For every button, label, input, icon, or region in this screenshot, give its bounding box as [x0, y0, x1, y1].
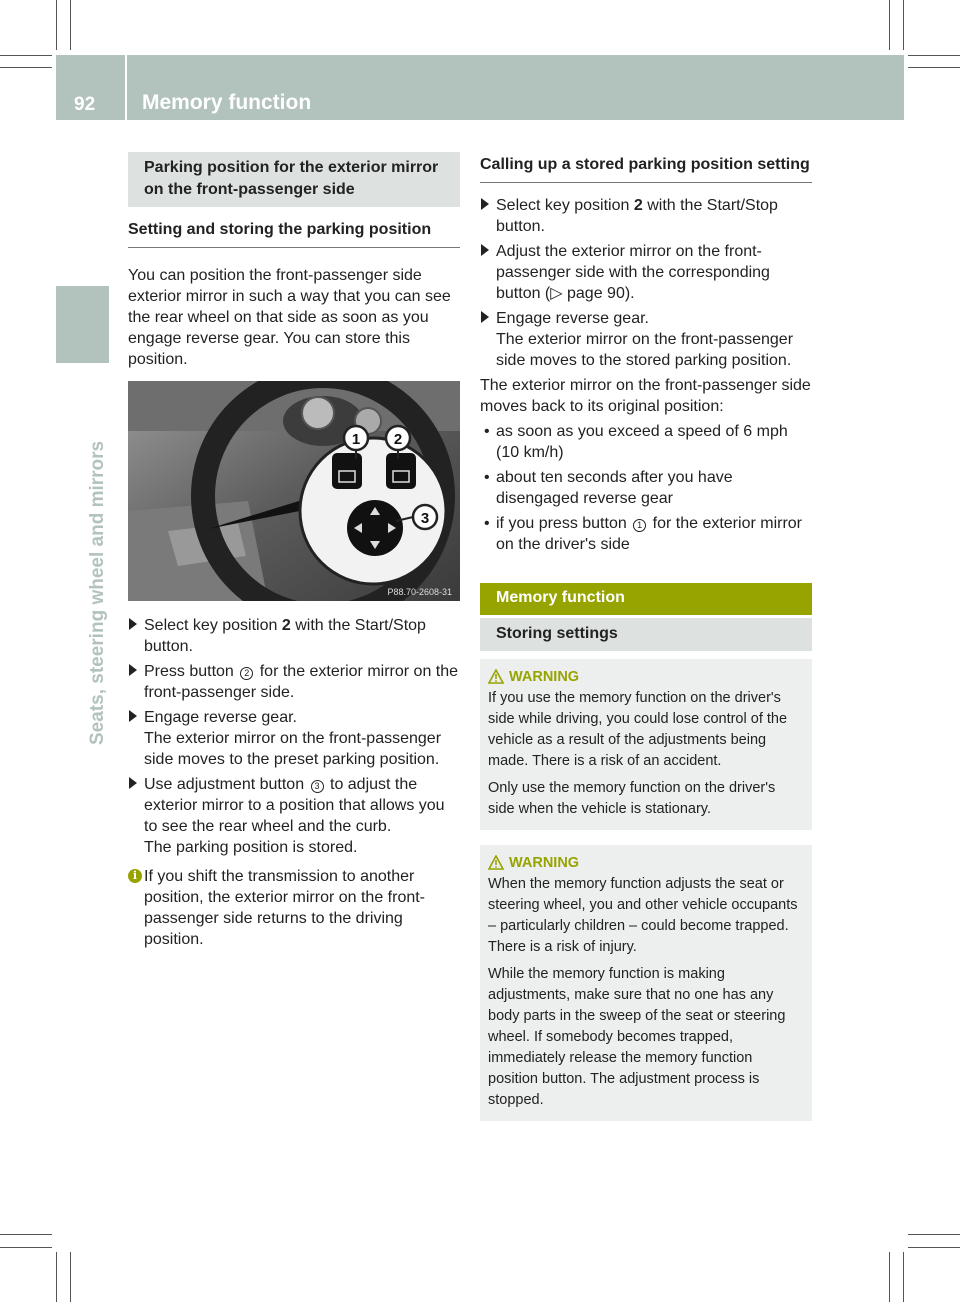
step-item — [480, 241, 812, 304]
warning-box — [480, 659, 812, 830]
step-item — [128, 774, 460, 858]
warning-triangle-icon — [488, 855, 504, 870]
step-text: Press button — [144, 663, 239, 680]
crop-mark — [0, 55, 52, 56]
crop-mark — [903, 1252, 904, 1302]
crop-mark — [56, 1252, 57, 1302]
warning-label: WARNING — [509, 855, 580, 871]
step-item — [480, 308, 812, 371]
step-result: The exterior mirror on the front-passenger side moves to the preset parking position. — [144, 730, 442, 768]
bullet-item: • as soon as you exceed a speed of 6 mph (10 km/h) — [480, 421, 812, 463]
step-item — [128, 661, 460, 703]
subheading: Setting and storing the parking position — [128, 219, 460, 248]
left-steps — [128, 615, 460, 858]
step-text: Select key position — [496, 197, 634, 214]
chapter-title: Memory function — [142, 91, 312, 114]
step-text: with the Start/Stop button. — [144, 617, 426, 655]
step-result: The parking position is stored. — [144, 839, 358, 856]
right-steps — [480, 195, 812, 371]
page-number: 92 — [74, 94, 96, 115]
bullet-item: • about ten seconds after you have disengaged reverse gear — [480, 467, 812, 509]
circled-number-icon: 3 — [311, 780, 324, 793]
step-item — [128, 615, 460, 657]
step-arrow-icon — [129, 710, 137, 722]
storing-settings-heading: Storing settings — [480, 618, 812, 651]
bullet-text: for the exterior mirror on the driver's side — [496, 515, 802, 553]
callout-2-label: 2 — [393, 431, 403, 448]
side-chapter-label: Seats, steering wheel and mirrors — [87, 440, 108, 745]
step-text: Adjust the exterior mirror on the front-passenger side with the corresponding button (▷ page 90). — [496, 243, 770, 302]
header-divider — [125, 55, 127, 120]
step-text: Use adjustment button — [144, 776, 309, 793]
step-arrow-icon — [129, 618, 137, 630]
crop-mark — [0, 1234, 52, 1235]
warning-text: Only use the memory function on the driver's side when the vehicle is stationary. — [488, 780, 776, 817]
right-column — [480, 152, 812, 1121]
figure-mirror-buttons — [128, 381, 460, 601]
warning-label: WARNING — [509, 669, 580, 685]
step-arrow-icon — [129, 664, 137, 676]
circled-number-icon: 1 — [633, 519, 646, 532]
warning-title — [488, 853, 804, 874]
crop-mark — [70, 0, 71, 50]
crop-mark — [0, 67, 52, 68]
step-arrow-icon — [129, 777, 137, 789]
warning-text: While the memory function is making adjustments, make sure that no one has any body parts in the sweep of the seat or steering wheel. If somebody becomes trapped, immediately release the memory function position button. The adjustment process is stopped. — [488, 966, 786, 1108]
step-item — [480, 195, 812, 237]
step-result: The exterior mirror on the front-passenger side moves to the stored parking position. — [496, 331, 794, 369]
warning-text: If you use the memory function on the driver's side while driving, you could lose control of the vehicle as a result of the adjustments being made. There is a risk of an accident. — [488, 690, 788, 769]
section-heading: Parking position for the exterior mirror on the front-passenger side — [128, 152, 460, 207]
bullet-text: if you press button — [496, 515, 632, 532]
step-text: to adjust the exterior mirror to a position that allows you to see the rear wheel and the curb. — [144, 776, 445, 835]
crop-mark — [889, 1252, 890, 1302]
step-text: Engage reverse gear. — [496, 310, 649, 327]
intro-paragraph: You can position the front-passenger side exterior mirror in such a way that you can see the rear wheel on that side as soon as you engage reverse gear. You can store this position. — [128, 267, 451, 368]
callout-1-label: 1 — [351, 431, 361, 448]
key-position: 2 — [281, 617, 291, 634]
step-text: for the exterior mirror on the front-passenger side. — [144, 663, 459, 701]
warning-text: When the memory function adjusts the seat or steering wheel, you and other vehicle occupants – particularly children – could become trapped. There is a risk of injury. — [488, 876, 798, 955]
key-position: 2 — [633, 197, 643, 214]
info-text: If you shift the transmission to another position, the exterior mirror on the front-passenger side returns to the driving position. — [144, 868, 426, 948]
figure-illustration — [128, 381, 460, 601]
crop-mark — [908, 67, 960, 68]
warning-box — [480, 845, 812, 1121]
return-paragraph: The exterior mirror on the front-passenger side moves back to its original position: — [480, 377, 811, 415]
crop-mark — [889, 0, 890, 50]
figure-code: P88.70-2608-31 — [387, 587, 452, 597]
memory-function-heading: Memory function — [480, 583, 812, 615]
step-arrow-icon — [481, 311, 489, 323]
step-arrow-icon — [481, 244, 489, 256]
info-icon: i — [128, 869, 142, 883]
step-item — [128, 707, 460, 770]
calling-up-heading: Calling up a stored parking position setting — [480, 154, 812, 183]
side-tab — [56, 286, 109, 363]
warning-triangle-icon — [488, 669, 504, 684]
crop-mark — [70, 1252, 71, 1302]
step-text: with the Start/Stop button. — [496, 197, 778, 235]
crop-mark — [908, 55, 960, 56]
crop-mark — [908, 1234, 960, 1235]
circled-number-icon: 2 — [240, 667, 253, 680]
left-column — [128, 152, 460, 950]
crop-mark — [903, 0, 904, 50]
crop-mark — [0, 1247, 52, 1248]
warning-title — [488, 667, 804, 688]
info-note — [128, 866, 460, 950]
bullet-item — [480, 513, 812, 555]
crop-mark — [908, 1247, 960, 1248]
crop-mark — [56, 0, 57, 50]
callout-3-label: 3 — [420, 510, 430, 527]
step-text: Select key position — [144, 617, 282, 634]
step-text: Engage reverse gear. — [144, 709, 297, 726]
step-arrow-icon — [481, 198, 489, 210]
